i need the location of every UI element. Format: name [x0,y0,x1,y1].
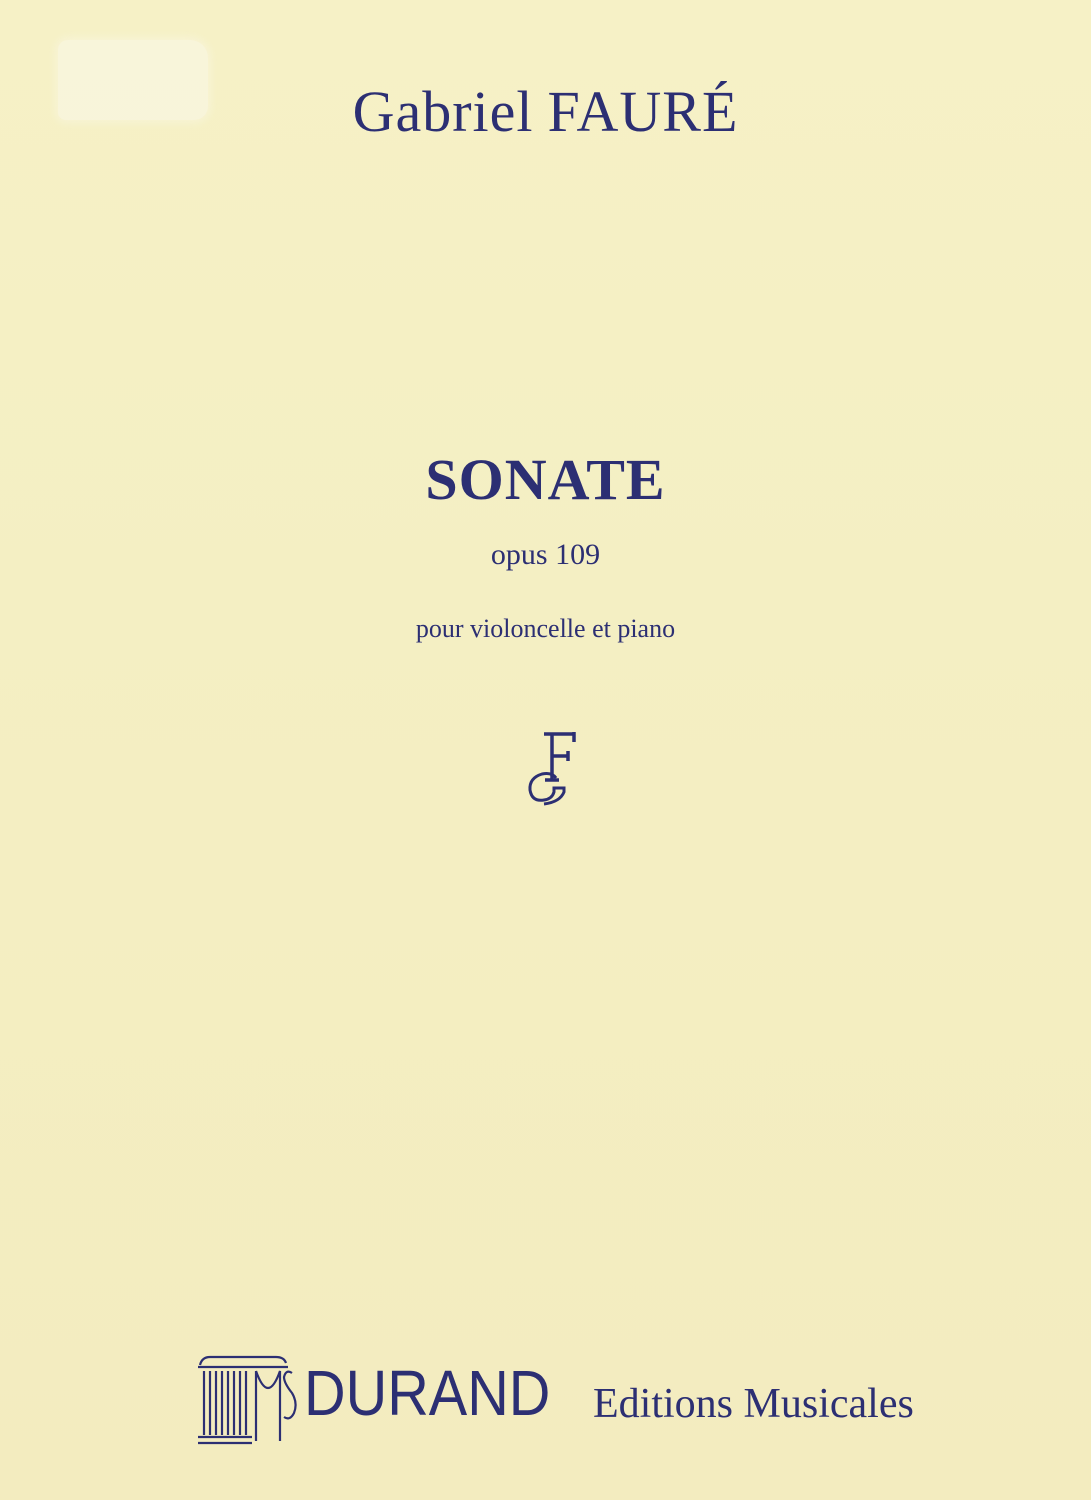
publisher-subtitle: Editions Musicales [593,1381,914,1427]
composer-last-name: FAURÉ [547,79,739,144]
opus-number: opus 109 [490,538,601,571]
composer-first-name: Gabriel [352,79,534,144]
composer-name [0,78,1091,145]
work-title: SONATE [425,447,666,512]
fg-monogram-icon [520,726,580,806]
instrumentation: pour violoncelle et piano [415,614,676,643]
durand-column-logo-icon [196,1353,300,1447]
publisher-name: DURAND [304,1357,551,1429]
